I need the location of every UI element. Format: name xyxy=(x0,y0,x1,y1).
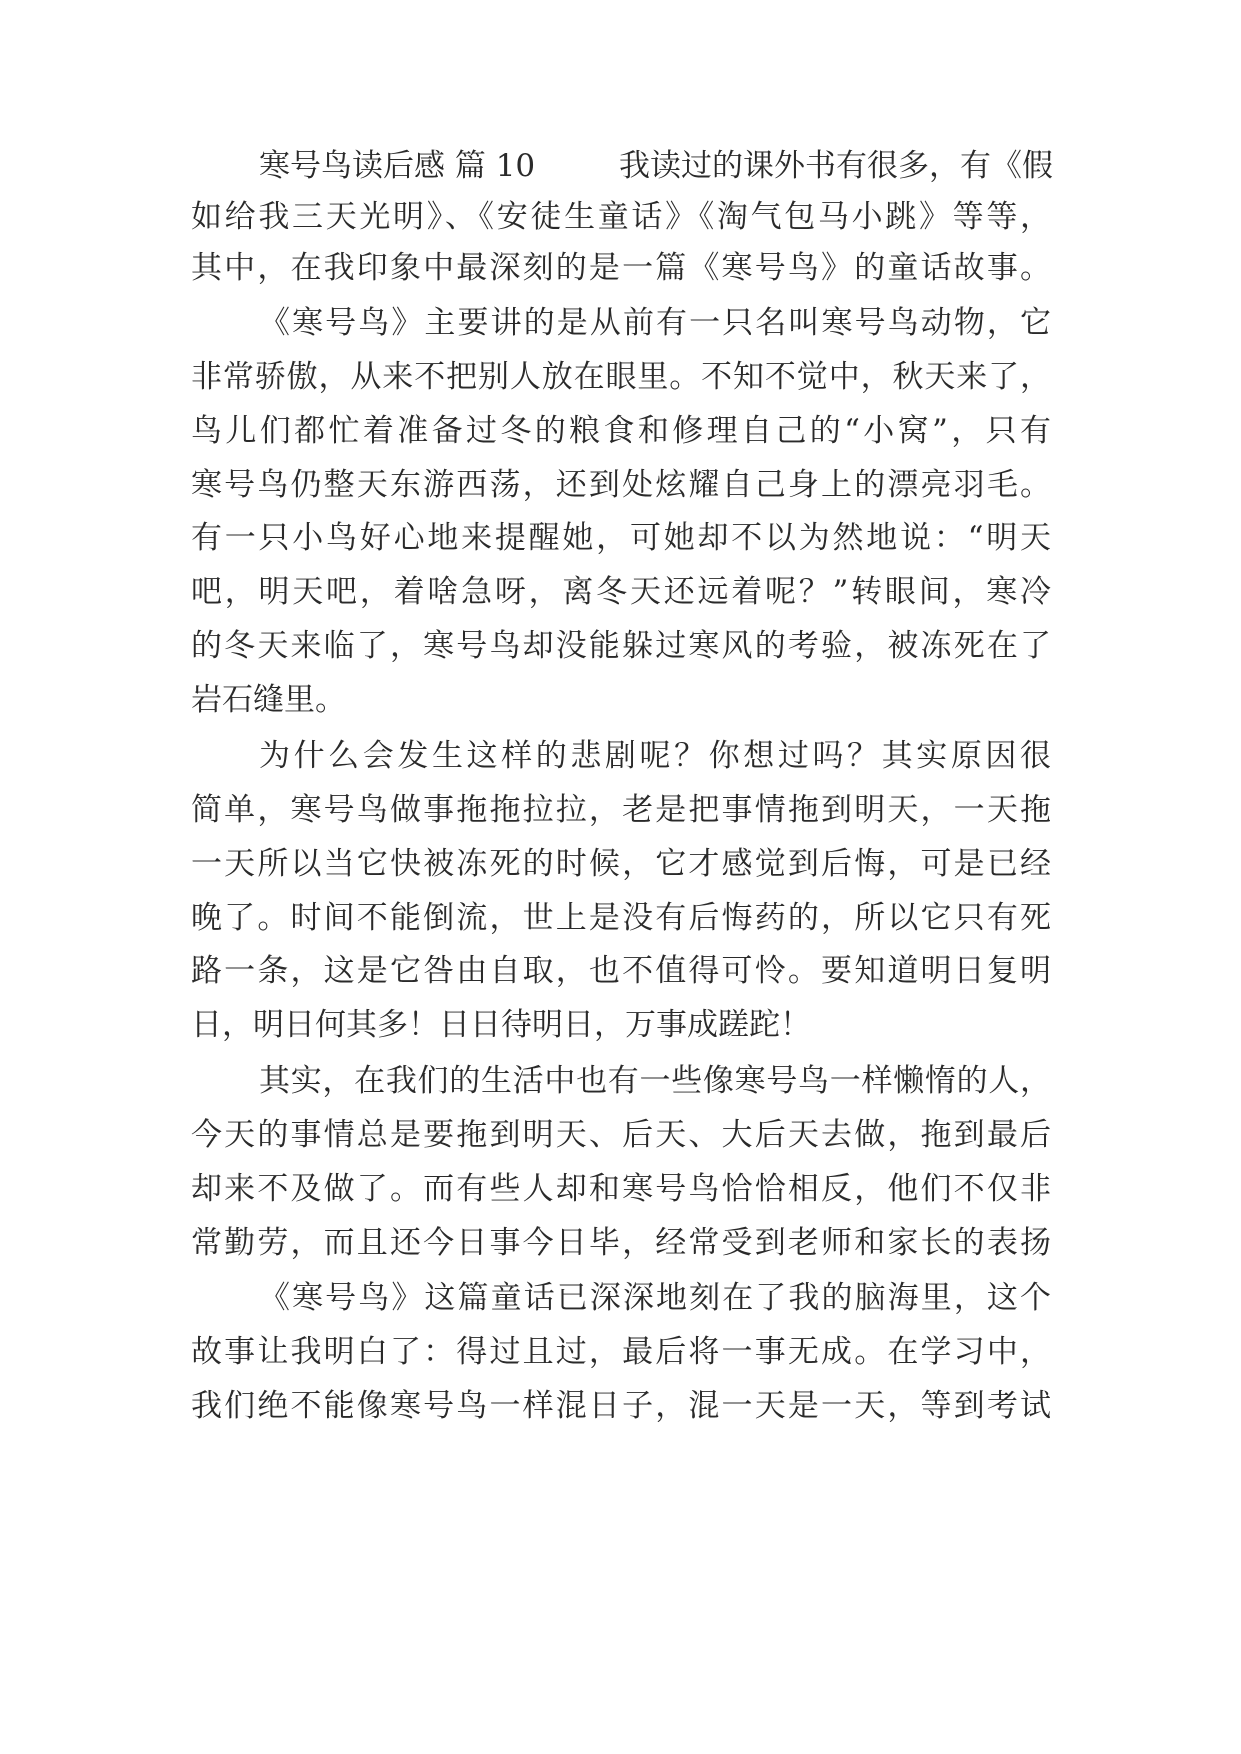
title-line xyxy=(259,140,1051,192)
text-line: 一天所以当它快被冻死的时候，它才感觉到后悔，可是已经 xyxy=(191,846,1051,882)
text-line: 却来不及做了。而有些人却和寒号鸟恰恰相反，他们不仅非 xyxy=(191,1171,1051,1207)
text-line: 日，明日何其多！日日待明日，万事成蹉跎！ xyxy=(191,1007,811,1043)
text-line: 岩石缝里。 xyxy=(191,682,346,718)
document-title: 寒号鸟读后感 篇 10 xyxy=(259,148,536,184)
text-line: 非常骄傲，从来不把别人放在眼里。不知不觉中，秋天来了， xyxy=(191,359,1051,395)
text-line: 寒号鸟仍整天东游西荡，还到处炫耀自己身上的漂亮羽毛。 xyxy=(191,467,1051,503)
text-line: 其中，在我印象中最深刻的是一篇《寒号鸟》的童话故事。 xyxy=(191,250,1051,286)
text-line: 常勤劳，而且还今日事今日毕，经常受到老师和家长的表扬 xyxy=(191,1225,1051,1261)
text-line: 吧，明天吧，着啥急呀，离冬天还远着呢？”转眼间，寒冷 xyxy=(191,574,1051,610)
text-line: 路一条，这是它咎由自取，也不值得可怜。要知道明日复明 xyxy=(191,953,1051,989)
text-line: 的冬天来临了，寒号鸟却没能躲过寒风的考验，被冻死在了 xyxy=(191,628,1051,664)
text-line: 我读过的课外书有很多，有《假 xyxy=(619,148,1053,184)
text-line: 有一只小鸟好心地来提醒她，可她却不以为然地说：“明天 xyxy=(191,520,1051,556)
text-line: 我们绝不能像寒号鸟一样混日子，混一天是一天，等到考试 xyxy=(191,1388,1051,1424)
paragraph-start-line: 《寒号鸟》主要讲的是从前有一只名叫寒号鸟动物，它 xyxy=(259,305,1051,341)
paragraph-start-line: 其实，在我们的生活中也有一些像寒号鸟一样懒惰的人， xyxy=(259,1063,1051,1099)
text-line: 今天的事情总是要拖到明天、后天、大后天去做，拖到最后 xyxy=(191,1117,1051,1153)
text-line: 如给我三天光明》、《安徒生童话》《淘气包马小跳》等等， xyxy=(191,199,1051,235)
text-line: 简单，寒号鸟做事拖拖拉拉，老是把事情拖到明天，一天拖 xyxy=(191,792,1051,828)
paragraph-start-line: 《寒号鸟》这篇童话已深深地刻在了我的脑海里，这个 xyxy=(259,1280,1051,1316)
text-line: 鸟儿们都忙着准备过冬的粮食和修理自己的“小窝”，只有 xyxy=(191,413,1051,449)
text-line: 故事让我明白了：得过且过，最后将一事无成。在学习中， xyxy=(191,1334,1051,1370)
text-line: 晚了。时间不能倒流，世上是没有后悔药的，所以它只有死 xyxy=(191,900,1051,936)
paragraph-start-line: 为什么会发生这样的悲剧呢？你想过吗？其实原因很 xyxy=(259,738,1051,774)
